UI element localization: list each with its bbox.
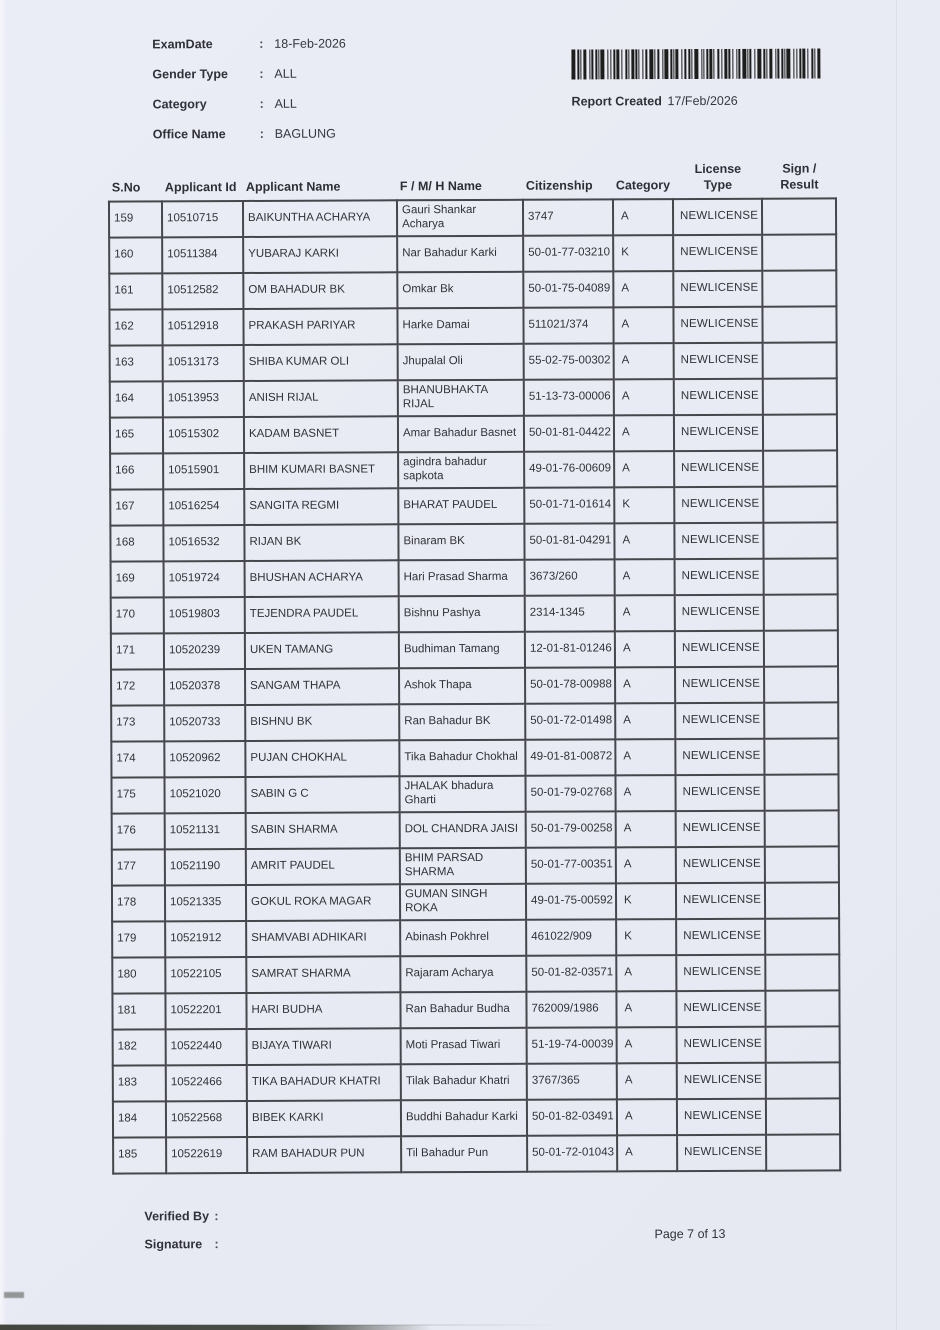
citizenship-cell: 51-13-73-00006 [524, 380, 614, 416]
citizenship-cell: 50-01-81-04291 [524, 524, 614, 560]
citizenship-cell: 12-01-81-01246 [525, 632, 615, 668]
citizenship-cell: 3767/365 [527, 1064, 617, 1100]
category-cell: A [617, 1099, 677, 1135]
table-row [109, 235, 836, 274]
license-type-cell: NEWLICENSE [676, 811, 765, 847]
verified-by-row [144, 1209, 218, 1223]
applicant-id-cell: 10519724 [164, 561, 245, 597]
table-row [110, 523, 837, 562]
table-row [113, 1027, 840, 1066]
applicant-name-cell: TEJENDRA PAUDEL [245, 597, 399, 634]
applicant-id-cell: 10522201 [165, 993, 246, 1029]
sign-result-cell [764, 775, 838, 811]
scan-smudge [4, 1292, 24, 1298]
sno-cell: 179 [112, 922, 165, 958]
col-header-sno: S.No [111, 180, 141, 195]
fmh-name-cell: Binaram BK [398, 524, 524, 561]
table-row [112, 811, 839, 850]
citizenship-cell: 762009/1986 [526, 992, 616, 1028]
gender-type-value: ALL [274, 66, 297, 81]
applicant-name-cell: HARI BUDHA [246, 993, 400, 1030]
table-row [111, 703, 838, 742]
gender-type-label: Gender Type [152, 67, 228, 82]
license-type-cell: NEWLICENSE [675, 667, 764, 703]
citizenship-cell: 50-01-72-01498 [525, 704, 615, 740]
license-type-cell: NEWLICENSE [674, 343, 763, 379]
applicant-name-cell: BISHNU BK [245, 705, 399, 742]
meta-field-office-name [153, 127, 347, 141]
fmh-name-cell: agindra bahadur sapkota [398, 452, 524, 489]
license-type-cell: NEWLICENSE [676, 955, 765, 991]
category-label: Category [152, 97, 207, 112]
applicant-name-cell: BHIM KUMARI BASNET [244, 453, 398, 490]
applicant-name-cell: SHAMVABI ADHIKARI [246, 921, 400, 958]
sign-result-cell [763, 487, 837, 523]
applicant-name-cell: KADAM BASNET [244, 417, 398, 454]
fmh-name-cell: JHALAK bhadura Gharti [399, 776, 525, 813]
sno-cell: 177 [112, 850, 165, 886]
sno-cell: 165 [110, 418, 163, 454]
license-type-cell: NEWLICENSE [677, 1027, 766, 1063]
license-type-cell: NEWLICENSE [676, 883, 765, 919]
table-row [111, 559, 838, 598]
applicant-id-cell: 10522466 [166, 1065, 247, 1101]
license-type-cell: NEWLICENSE [676, 919, 765, 955]
table-row [111, 667, 838, 706]
sno-cell: 161 [109, 274, 162, 310]
category-cell: A [613, 271, 673, 307]
category-cell: A [617, 1063, 677, 1099]
meta-field-gender-type [152, 67, 346, 81]
verified-by-colon: : [214, 1209, 219, 1224]
license-type-cell: NEWLICENSE [673, 199, 762, 235]
license-type-cell: NEWLICENSE [673, 235, 762, 271]
license-type-cell: NEWLICENSE [675, 631, 764, 667]
sign-result-cell [762, 235, 836, 271]
applicant-id-cell: 10522619 [166, 1137, 247, 1173]
sign-result-cell [763, 451, 837, 487]
fmh-name-cell: Gauri Shankar Acharya [397, 200, 523, 237]
category-cell: K [613, 235, 673, 271]
applicant-id-cell: 10522568 [166, 1101, 247, 1137]
fmh-name-cell: Tika Bahadur Chokhal [399, 740, 525, 777]
applicant-id-cell: 10515302 [163, 417, 244, 453]
category-cell: A [613, 307, 673, 343]
category-cell: A [616, 955, 676, 991]
license-type-cell: NEWLICENSE [677, 1063, 766, 1099]
sno-cell: 176 [112, 814, 165, 850]
applicant-name-cell: BAIKUNTHA ACHARYA [243, 201, 397, 238]
license-type-cell: NEWLICENSE [675, 775, 764, 811]
category-cell: A [613, 199, 673, 235]
fmh-name-cell: Ran Bahadur Budha [400, 992, 526, 1029]
sno-cell: 182 [113, 1030, 166, 1066]
category-value: ALL [274, 96, 297, 111]
fmh-name-cell: Moti Prasad Tiwari [401, 1028, 527, 1065]
sno-cell: 175 [111, 778, 164, 814]
category-cell: A [617, 1027, 677, 1063]
table-row [110, 487, 837, 526]
sno-cell: 170 [111, 598, 164, 634]
citizenship-cell: 49-01-81-00872 [525, 740, 615, 776]
sno-cell: 159 [109, 202, 162, 238]
col-header-sign-result: Sign / Result [780, 161, 819, 192]
citizenship-cell: 50-01-79-00258 [526, 812, 616, 848]
examdate-colon: : [259, 36, 264, 51]
applicant-name-cell: SAMRAT SHARMA [246, 957, 400, 994]
report-created-row [572, 93, 827, 108]
gender-type-colon: : [259, 66, 264, 81]
verified-by-label: Verified By [144, 1209, 210, 1224]
sno-cell: 180 [112, 958, 165, 994]
signature-label: Signature [144, 1237, 203, 1252]
sign-result-cell [764, 739, 838, 775]
applicant-name-cell: PUJAN CHOKHAL [245, 741, 399, 778]
citizenship-cell: 49-01-76-00609 [524, 452, 614, 488]
table-row [112, 883, 839, 922]
fmh-name-cell: Til Bahadur Pun [401, 1136, 527, 1173]
applicant-name-cell: UKEN TAMANG [245, 633, 399, 670]
applicant-id-cell: 10521912 [165, 921, 246, 957]
applicant-name-cell: RAM BAHADUR PUN [247, 1137, 401, 1174]
citizenship-cell: 511021/374 [523, 308, 613, 344]
citizenship-cell: 55-02-75-00302 [524, 344, 614, 380]
citizenship-cell: 51-19-74-00039 [527, 1028, 617, 1064]
applicant-id-cell: 10522440 [166, 1029, 247, 1065]
sno-cell: 178 [112, 886, 165, 922]
category-cell: K [614, 487, 674, 523]
applicant-id-cell: 10513173 [163, 345, 244, 381]
citizenship-cell: 50-01-71-01614 [524, 488, 614, 524]
citizenship-cell: 461022/909 [526, 920, 616, 956]
table-row [110, 451, 837, 490]
citizenship-cell: 50-01-77-00351 [526, 848, 616, 884]
applicant-name-cell: TIKA BAHADUR KHATRI [247, 1065, 401, 1102]
table-row [109, 307, 836, 346]
barcode-icon [571, 48, 826, 84]
sign-result-cell [762, 199, 836, 235]
category-cell: K [616, 883, 676, 919]
applicant-name-cell: PRAKASH PARIYAR [243, 309, 397, 346]
meta-field-category [153, 97, 347, 111]
page-number: Page 7 of 13 [654, 1226, 726, 1242]
table-row [110, 379, 837, 418]
sno-cell: 166 [110, 454, 163, 490]
sno-cell: 173 [111, 706, 164, 742]
table-row [110, 415, 837, 454]
license-type-cell: NEWLICENSE [673, 271, 762, 307]
fmh-name-cell: BHIM PARSAD SHARMA [400, 848, 526, 885]
license-type-cell: NEWLICENSE [673, 307, 762, 343]
sno-cell: 171 [111, 634, 164, 670]
col-header-category: Category [615, 177, 671, 192]
category-cell: A [615, 775, 675, 811]
applicant-id-cell: 10516254 [163, 489, 244, 525]
category-cell: A [614, 343, 674, 379]
license-type-cell: NEWLICENSE [674, 487, 763, 523]
applicant-id-cell: 10510715 [162, 201, 243, 237]
fmh-name-cell: Nar Bahadur Karki [397, 236, 523, 273]
sno-cell: 168 [110, 526, 163, 562]
scan-bottom-strip [0, 1325, 432, 1330]
col-header-license-type: License Type [694, 161, 742, 192]
table-row [111, 775, 838, 814]
table-row [109, 271, 836, 310]
applicant-name-cell: SANGITA REGMI [244, 489, 398, 526]
table-row [113, 1135, 840, 1174]
report-created-value: 17/Feb/2026 [667, 93, 738, 109]
license-type-cell: NEWLICENSE [674, 379, 763, 415]
signature-row [144, 1237, 218, 1251]
license-type-cell: NEWLICENSE [674, 523, 763, 559]
col-header-fmh-name: F / M/ H Name [399, 178, 482, 193]
fmh-name-cell: Abinash Pokhrel [400, 920, 526, 957]
verification-block [144, 1209, 218, 1265]
examdate-value: 18-Feb-2026 [274, 36, 346, 51]
citizenship-cell: 50-01-78-00988 [525, 668, 615, 704]
citizenship-cell: 50-01-82-03571 [526, 956, 616, 992]
applicant-name-cell: SABIN G C [245, 777, 399, 814]
fmh-name-cell: BHARAT PAUDEL [398, 488, 524, 525]
citizenship-cell: 3673/260 [525, 560, 615, 596]
license-type-cell: NEWLICENSE [677, 1135, 766, 1171]
applicant-id-cell: 10511384 [162, 237, 243, 273]
category-cell: A [615, 703, 675, 739]
sno-cell: 169 [111, 562, 164, 598]
applicants-table [108, 161, 839, 1174]
sign-result-cell [766, 1135, 840, 1171]
applicant-name-cell: BHUSHAN ACHARYA [245, 561, 399, 598]
citizenship-cell: 3747 [523, 200, 613, 236]
license-type-cell: NEWLICENSE [674, 451, 763, 487]
applicant-name-cell: RIJAN BK [244, 525, 398, 562]
table-row [112, 847, 839, 886]
fmh-name-cell: GUMAN SINGH ROKA [400, 884, 526, 921]
sno-cell: 185 [113, 1138, 166, 1174]
applicant-id-cell: 10520733 [164, 705, 245, 741]
sign-result-cell [764, 559, 838, 595]
sign-result-cell [763, 523, 837, 559]
table-row [112, 919, 839, 958]
col-header-citizenship: Citizenship [525, 178, 593, 193]
col-header-applicant-id: Applicant Id [164, 179, 237, 194]
table-row [112, 955, 839, 994]
citizenship-cell: 50-01-72-01043 [527, 1136, 617, 1172]
fmh-name-cell: Bishnu Pashya [399, 596, 525, 633]
sign-result-cell [763, 415, 837, 451]
fmh-name-cell: DOL CHANDRA JAISI [400, 812, 526, 849]
license-type-cell: NEWLICENSE [676, 847, 765, 883]
office-name-label: Office Name [152, 127, 226, 142]
applicant-id-cell: 10519803 [164, 597, 245, 633]
applicant-name-cell: SANGAM THAPA [245, 669, 399, 706]
applicant-id-cell: 10513953 [163, 381, 244, 417]
sno-cell: 164 [110, 382, 163, 418]
sign-result-cell [764, 595, 838, 631]
applicant-id-cell: 10520962 [164, 741, 245, 777]
category-cell: A [615, 739, 675, 775]
examdate-label: ExamDate [152, 37, 213, 52]
license-type-cell: NEWLICENSE [675, 559, 764, 595]
report-created-label: Report Created [571, 94, 662, 109]
citizenship-cell: 50-01-79-02768 [525, 776, 615, 812]
category-cell: A [615, 631, 675, 667]
table-row [113, 1063, 840, 1102]
category-cell: A [614, 451, 674, 487]
fmh-name-cell: Amar Bahadur Basnet [398, 416, 524, 453]
license-type-cell: NEWLICENSE [676, 991, 765, 1027]
sign-result-cell [765, 883, 839, 919]
office-name-colon: : [259, 126, 264, 141]
fmh-name-cell: Omkar Bk [397, 272, 523, 309]
sign-result-cell [765, 811, 839, 847]
sno-cell: 172 [111, 670, 164, 706]
category-cell: A [615, 559, 675, 595]
license-type-cell: NEWLICENSE [675, 703, 764, 739]
sign-result-cell [765, 847, 839, 883]
sno-cell: 162 [109, 310, 162, 346]
sno-cell: 174 [111, 742, 164, 778]
category-cell: A [617, 1135, 677, 1171]
category-cell: A [614, 415, 674, 451]
fmh-name-cell: Jhupalal Oli [398, 344, 524, 381]
sno-cell: 183 [113, 1066, 166, 1102]
license-type-cell: NEWLICENSE [675, 739, 764, 775]
sign-result-cell [762, 271, 836, 307]
citizenship-cell: 2314-1345 [525, 596, 615, 632]
applicant-name-cell: YUBARAJ KARKI [243, 237, 397, 274]
sno-cell: 181 [112, 994, 165, 1030]
fmh-name-cell: Hari Prasad Sharma [399, 560, 525, 597]
sign-result-cell [765, 919, 839, 955]
applicant-name-cell: OM BAHADUR BK [243, 273, 397, 310]
category-cell: A [614, 379, 674, 415]
fmh-name-cell: Budhiman Tamang [399, 632, 525, 669]
category-cell: K [616, 919, 676, 955]
applicant-name-cell: SHIBA KUMAR OLI [244, 345, 398, 382]
applicant-id-cell: 10522105 [165, 957, 246, 993]
table-row [113, 1099, 840, 1138]
applicant-name-cell: GOKUL ROKA MAGAR [246, 885, 400, 922]
fmh-name-cell: Ran Bahadur BK [399, 704, 525, 741]
fmh-name-cell: Tilak Bahadur Khatri [401, 1064, 527, 1101]
table-row [110, 343, 837, 382]
applicant-name-cell: SABIN SHARMA [246, 813, 400, 850]
category-cell: A [614, 523, 674, 559]
applicant-id-cell: 10521131 [165, 813, 246, 849]
sign-result-cell [765, 955, 839, 991]
license-type-cell: NEWLICENSE [677, 1099, 766, 1135]
table-row [112, 991, 839, 1030]
citizenship-cell: 50-01-82-03491 [527, 1100, 617, 1136]
applicant-id-cell: 10515901 [163, 453, 244, 489]
fmh-name-cell: BHANUBHAKTA RIJAL [398, 380, 524, 417]
sno-cell: 163 [110, 346, 163, 382]
sign-result-cell [766, 1099, 840, 1135]
col-header-applicant-name: Applicant Name [245, 179, 341, 194]
license-type-cell: NEWLICENSE [674, 415, 763, 451]
office-name-value: BAGLUNG [274, 126, 336, 141]
fmh-name-cell: Buddhi Bahadur Karki [401, 1100, 527, 1137]
citizenship-cell: 50-01-81-04422 [524, 416, 614, 452]
category-cell: A [616, 811, 676, 847]
sign-result-cell [766, 1063, 840, 1099]
citizenship-cell: 50-01-75-04089 [523, 272, 613, 308]
applicant-name-cell: BIJAYA TIWARI [247, 1029, 401, 1066]
sign-result-cell [764, 703, 838, 739]
applicant-id-cell: 10512582 [162, 273, 243, 309]
sign-result-cell [762, 307, 836, 343]
applicant-id-cell: 10520378 [164, 669, 245, 705]
applicant-id-cell: 10516532 [163, 525, 244, 561]
category-cell: A [615, 667, 675, 703]
applicant-name-cell: BIBEK KARKI [247, 1101, 401, 1138]
applicant-id-cell: 10521190 [165, 849, 246, 885]
sno-cell: 184 [113, 1102, 166, 1138]
meta-field-examdate [152, 37, 346, 51]
sign-result-cell [764, 667, 838, 703]
applicant-id-cell: 10520239 [164, 633, 245, 669]
category-cell: A [616, 991, 676, 1027]
table-row [111, 631, 838, 670]
sign-result-cell [763, 343, 837, 379]
applicant-id-cell: 10512918 [162, 309, 243, 345]
sign-result-cell [763, 379, 837, 415]
barcode-block [571, 48, 826, 108]
sno-cell: 160 [109, 238, 162, 274]
fmh-name-cell: Rajaram Acharya [400, 956, 526, 993]
table-row [109, 199, 836, 238]
table-row [111, 595, 838, 634]
category-colon: : [259, 96, 264, 111]
applicant-id-cell: 10521335 [165, 885, 246, 921]
applicant-name-cell: ANISH RIJAL [244, 381, 398, 418]
sign-result-cell [766, 1027, 840, 1063]
fmh-name-cell: Ashok Thapa [399, 668, 525, 705]
citizenship-cell: 49-01-75-00592 [526, 884, 616, 920]
applicant-name-cell: AMRIT PAUDEL [246, 849, 400, 886]
sign-result-cell [765, 991, 839, 1027]
license-type-cell: NEWLICENSE [675, 595, 764, 631]
report-meta [152, 37, 346, 158]
category-cell: A [615, 595, 675, 631]
sno-cell: 167 [110, 490, 163, 526]
fmh-name-cell: Harke Damai [397, 308, 523, 345]
citizenship-cell: 50-01-77-03210 [523, 236, 613, 272]
table-row [111, 739, 838, 778]
category-cell: A [616, 847, 676, 883]
table-body [109, 199, 840, 1174]
signature-colon: : [214, 1237, 219, 1252]
applicant-id-cell: 10521020 [164, 777, 245, 813]
table-header [109, 161, 836, 201]
sign-result-cell [764, 631, 838, 667]
